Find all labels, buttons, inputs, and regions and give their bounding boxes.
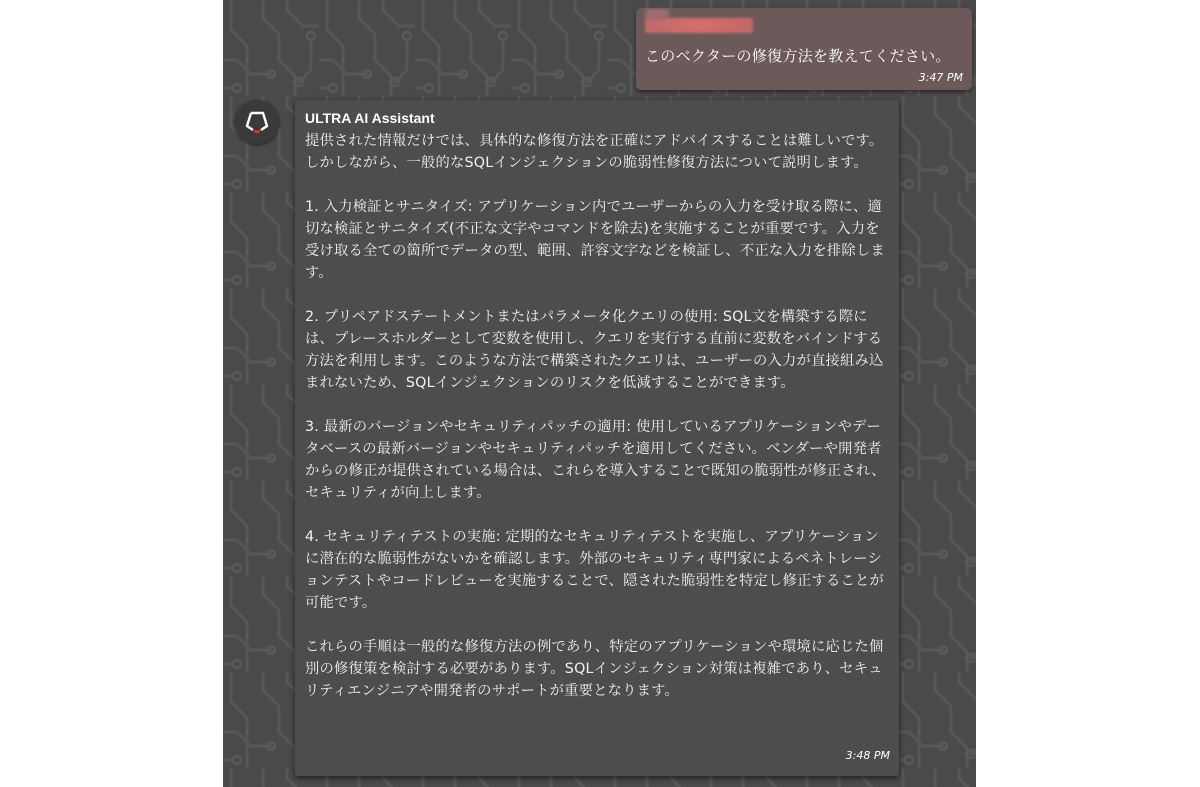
redacted-username [645,18,753,33]
assistant-sender-name: ULTRA AI Assistant [305,110,435,126]
user-message-timestamp: 3:47 PM [918,71,963,84]
ultra-logo-icon [235,100,279,144]
assistant-paragraph: 1. 入力検証とサニタイズ: アプリケーション内でユーザーからの入力を受け取る際に、適切な検証とサニタイズ(不正な文字やコマンドを除去)を実施することが重要です。入力を受け取る全ての箇所でデータの型、範囲、許容文字などを検証し、不正な入力を排除します。 [305,199,885,281]
assistant-paragraph: 3. 最新のバージョンやセキュリティパッチの適用: 使用しているアプリケーションやデータベースの最新バージョンやセキュリティパッチを適用してください。ベンダーや開発者からの修正が提供されている場合は、これらを導入することで既知の脆弱性が修正され、セキュリティが向上します。 [305,419,886,501]
assistant-paragraph: これらの手順は一般的な修復方法の例であり、特定のアプリケーションや環境に応じた個別の修復策を検討する必要があります。SQLインジェクション対策は複雑であり、セキュリティエンジニアや開発者のサポートが重要となります。 [305,639,884,699]
assistant-paragraph: 2. プリペアドステートメントまたはパラメータ化クエリの使用: SQL文を構築する際には、プレースホルダーとして変数を使用し、クエリを実行する直前に変数をバインドする方法を利用します。このような方法で構築されたクエリは、ユーザーの入力が直接組み込まれないため、SQLインジェクションのリスクを低減することができます。 [305,309,884,391]
user-message-text: このベクターの修復方法を教えてください。 [645,47,951,65]
assistant-message-body [305,130,893,724]
assistant-message-bubble [295,100,899,776]
chat-panel[interactable] [223,0,976,787]
assistant-message-timestamp: 3:48 PM [845,749,890,762]
assistant-avatar[interactable] [235,100,279,144]
assistant-paragraph: 提供された情報だけでは、具体的な修復方法を正確にアドバイスすることは難しいです。しかしながら、一般的なSQLインジェクションの脆弱性修復方法について説明します。 [305,133,884,171]
user-message-bubble [636,8,972,90]
assistant-paragraph: 4. セキュリティテストの実施: 定期的なセキュリティテストを実施し、アプリケーションに潜在的な脆弱性がないかを確認します。外部のセキュリティ専門家によるペネトレーションテストやコードレビューを実施することで、隠された脆弱性を特定し修正することが可能です。 [305,529,885,611]
